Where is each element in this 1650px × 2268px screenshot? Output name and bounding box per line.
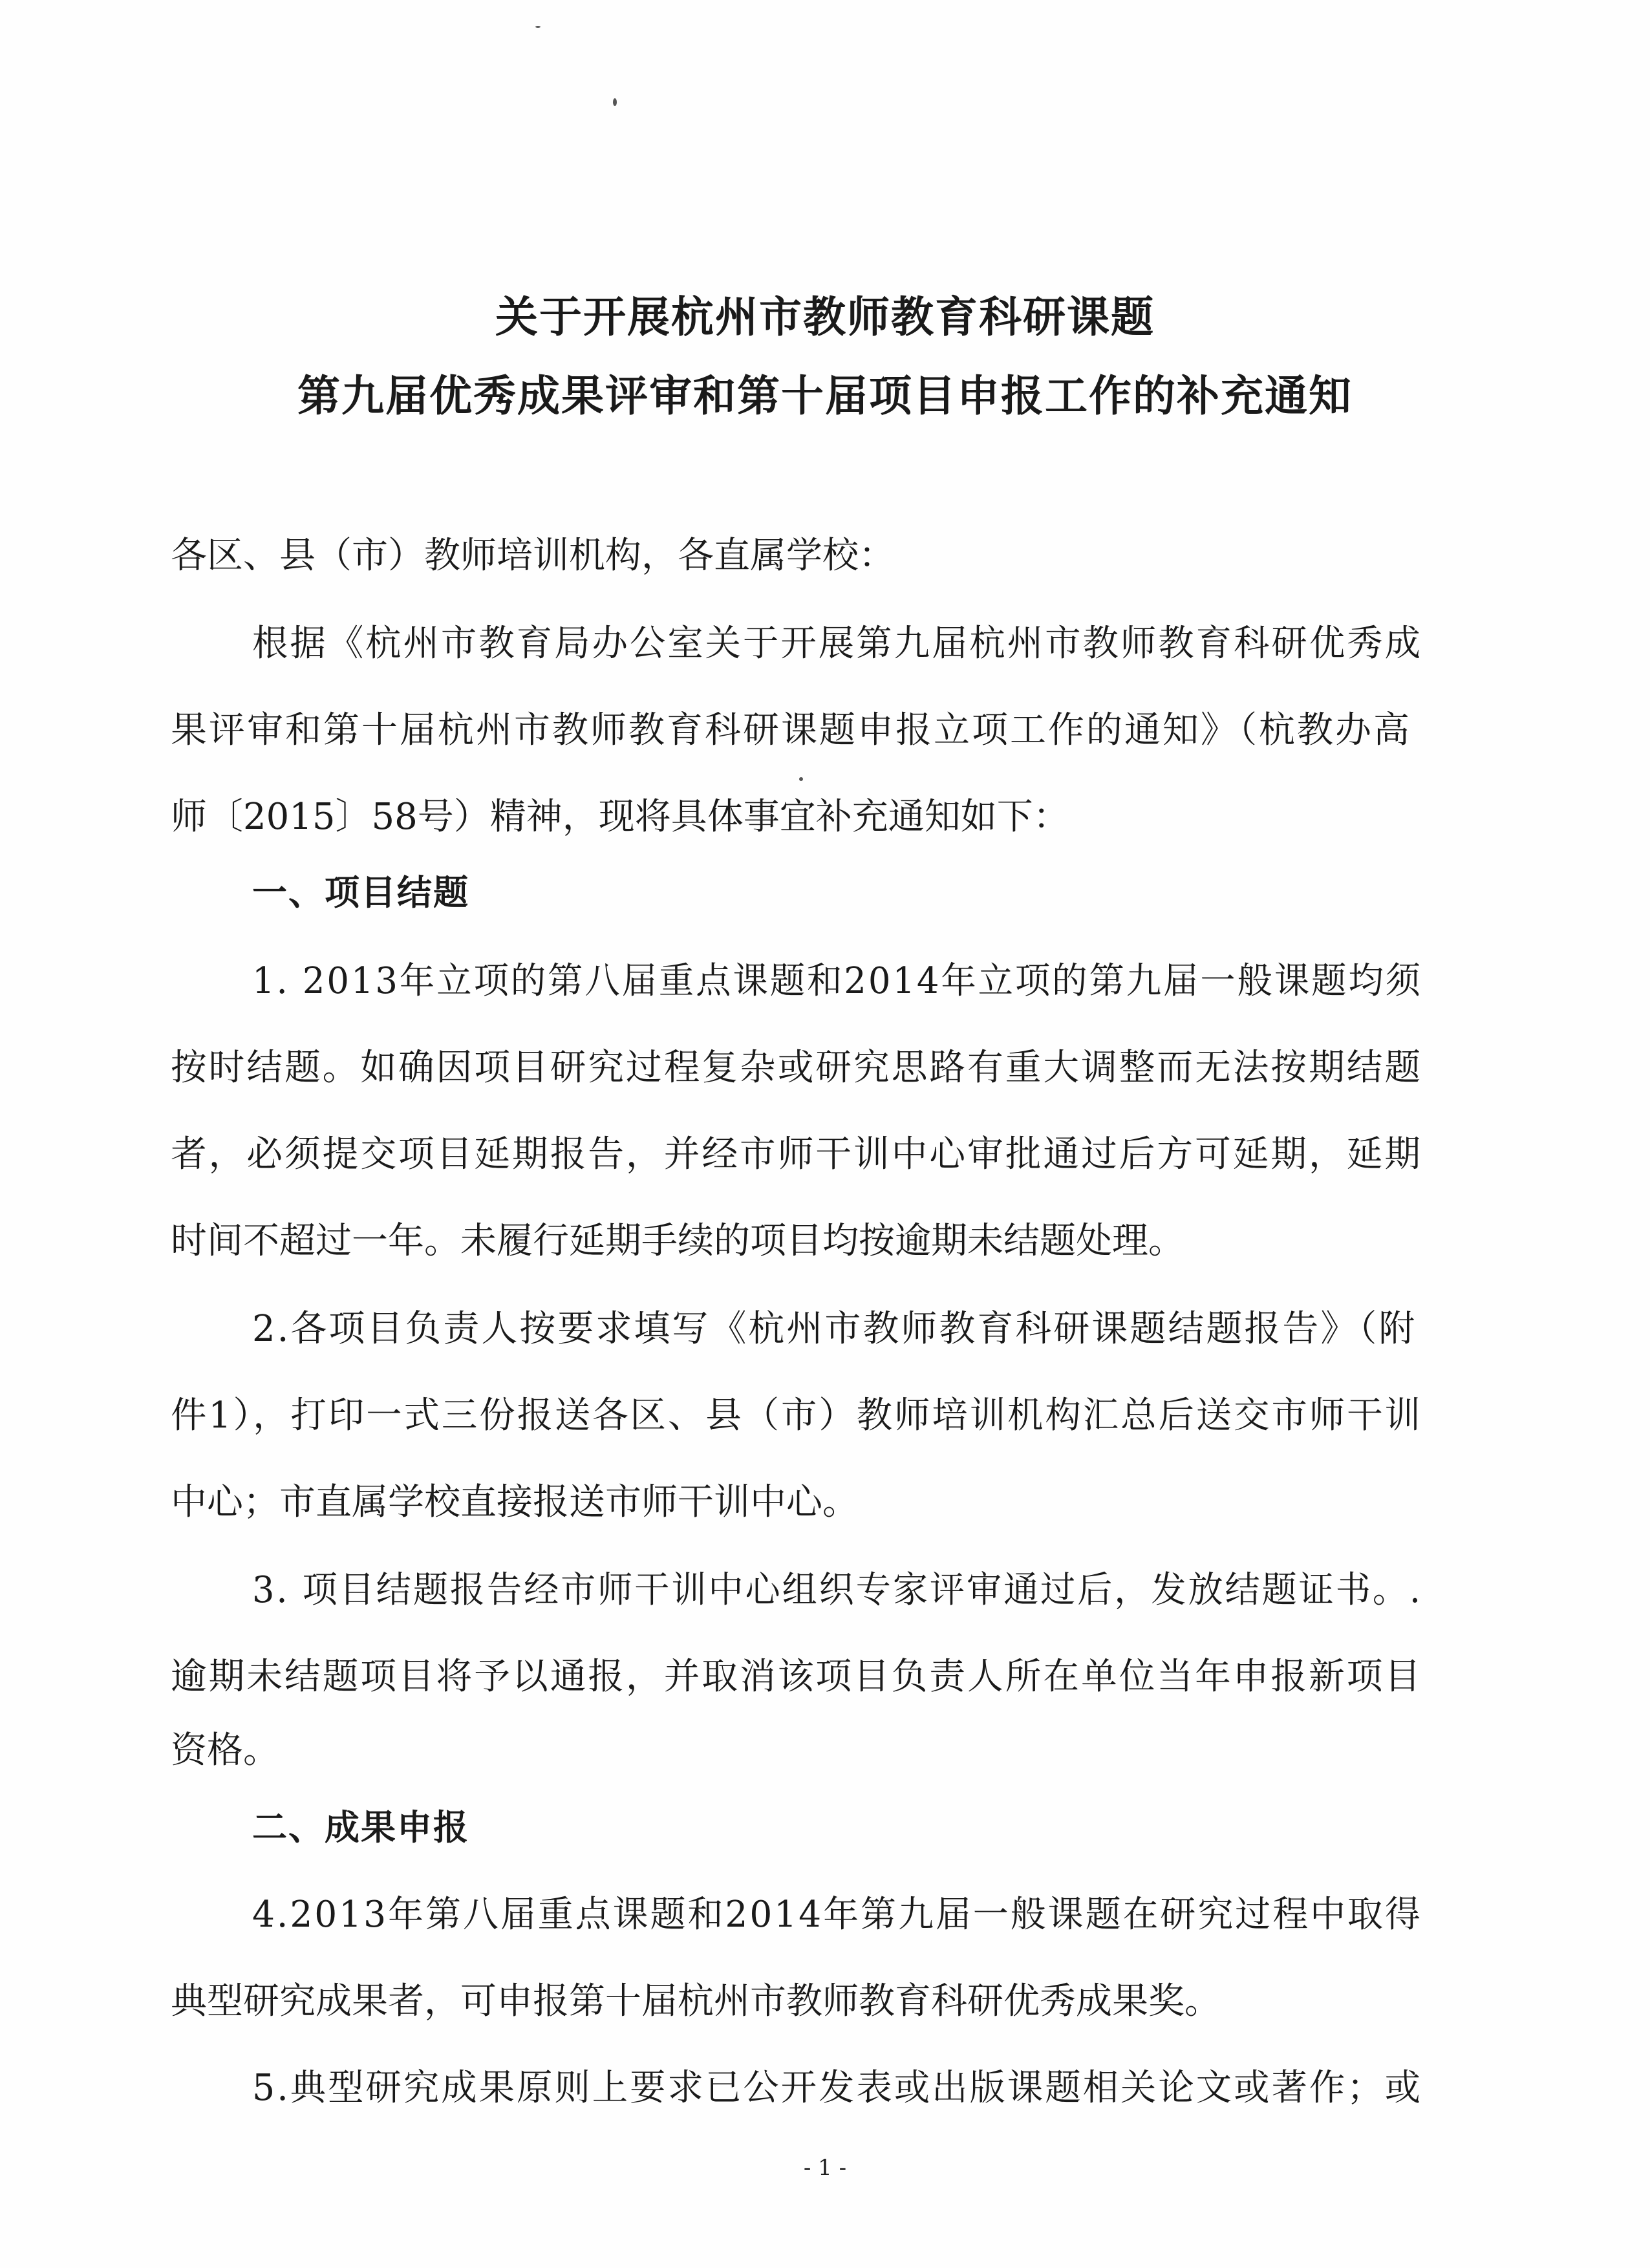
item-2-line: 件1），打印一式三份报送各区、县（市）教师培训机构汇总后送交市师干训: [171, 1395, 1422, 1437]
item-4-line: 4.2013年第八届重点课题和2014年第九届一般课题在研究过程中取得: [252, 1894, 1422, 1936]
title-line-2: 第九届优秀成果评审和第十届项目申报工作的补充通知: [297, 371, 1353, 421]
item-1-line: 按时结题。如确因项目研究过程复杂或研究思路有重大调整而无法按期结题: [171, 1047, 1423, 1089]
intro-line: 根据《杭州市教育局办公室关于开展第九届杭州市教师教育科研优秀成: [252, 623, 1422, 665]
item-3-line: 逾期未结题项目将予以通报，并取消该项目负责人所在单位当年申报新项目: [171, 1656, 1423, 1698]
scan-speck: [535, 26, 541, 28]
item-3-line: 3. 项目结题报告经市师干训中心组织专家评审通过后，发放结题证书。.: [252, 1569, 1423, 1611]
intro-line: 果评审和第十届杭州市教师教育科研课题申报立项工作的通知》（杭教办高: [171, 709, 1411, 751]
intro-line: 师〔2015〕58号）精神，现将具体事宜补充通知如下：: [171, 796, 1069, 838]
scan-speck: [613, 98, 617, 106]
section-heading-2: 二、成果申报: [252, 1807, 469, 1848]
item-1-line: 1. 2013年立项的第八届重点课题和2014年立项的第九届一般课题均须: [252, 960, 1423, 1002]
item-1-line: 时间不超过一年。未履行延期手续的项目均按逾期未结题处理。: [171, 1220, 1184, 1262]
item-2-line: 2.各项目负责人按要求填写《杭州市教师教育科研课题结题报告》（附: [252, 1308, 1417, 1350]
item-4-line: 典型研究成果者，可申报第十届杭州市教师教育科研优秀成果奖。: [171, 1980, 1221, 2022]
scan-speck: [799, 777, 803, 781]
item-5-line: 5.典型研究成果原则上要求已公开发表或出版课题相关论文或著作；或: [252, 2067, 1423, 2109]
page-number: - 1 -: [803, 2155, 847, 2181]
item-3-line: 资格。: [171, 1729, 279, 1771]
section-heading-1: 一、项目结题: [252, 872, 469, 913]
item-2-line: 中心；市直属学校直接报送市师干训中心。: [171, 1481, 859, 1523]
salutation: 各区、县（市）教师培训机构，各直属学校：: [171, 535, 895, 577]
title-line-1: 关于开展杭州市教师教育科研课题: [495, 292, 1155, 342]
item-1-line: 者，必须提交项目延期报告，并经市师干训中心审批通过后方可延期，延期: [171, 1133, 1423, 1175]
